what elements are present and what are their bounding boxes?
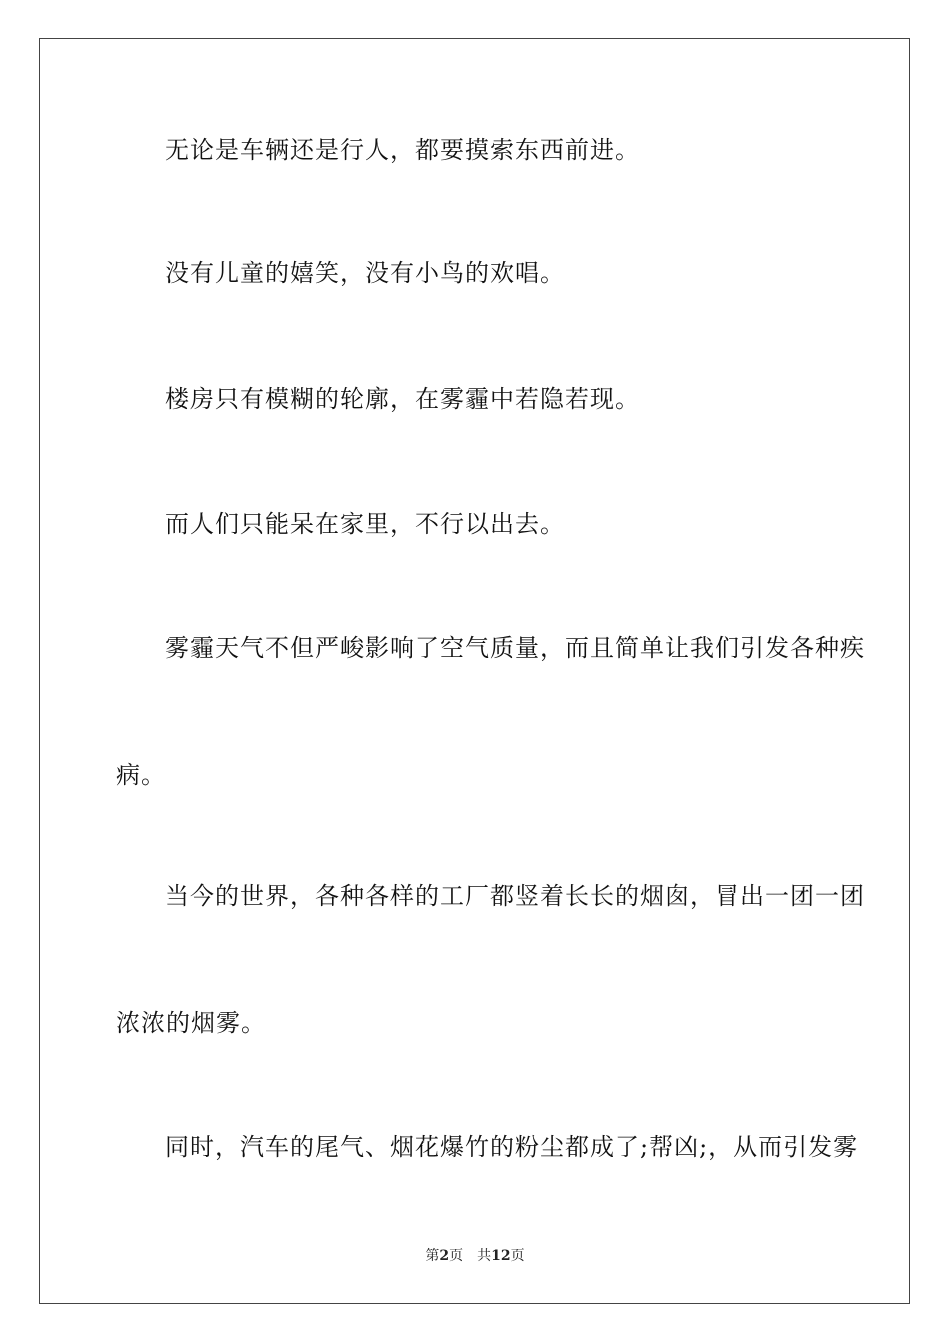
- paragraph-line-1: 无论是车辆还是行人，都要摸索东西前进。: [165, 136, 640, 164]
- paragraph-line-3: 楼房只有模糊的轮廓，在雾霾中若隐若现。: [165, 385, 640, 413]
- page-border: [39, 38, 910, 1304]
- footer-total-prefix: 共: [477, 1248, 492, 1264]
- paragraph-line-5: 雾霾天气不但严峻影响了空气质量，而且简单让我们引发各种疾: [165, 634, 865, 662]
- paragraph-line-6: 病。: [116, 761, 166, 789]
- paragraph-line-9: 同时，汽车的尾气、烟花爆竹的粉尘都成了;帮凶;，从而引发雾: [165, 1133, 859, 1161]
- footer-total-pages: 12: [491, 1248, 511, 1264]
- paragraph-line-2: 没有儿童的嬉笑，没有小鸟的欢唱。: [165, 259, 565, 287]
- footer-page-suffix: 页: [449, 1248, 464, 1264]
- footer-page-number: 2: [439, 1248, 450, 1264]
- paragraph-line-4: 而人们只能呆在家里，不行以出去。: [165, 510, 565, 538]
- paragraph-line-8: 浓浓的烟雾。: [116, 1009, 266, 1037]
- page-footer: [0, 1247, 950, 1265]
- paragraph-line-7: 当今的世界，各种各样的工厂都竖着长长的烟囱，冒出一团一团: [165, 882, 865, 910]
- footer-total-suffix: 页: [510, 1248, 525, 1264]
- footer-prefix: 第: [425, 1248, 440, 1264]
